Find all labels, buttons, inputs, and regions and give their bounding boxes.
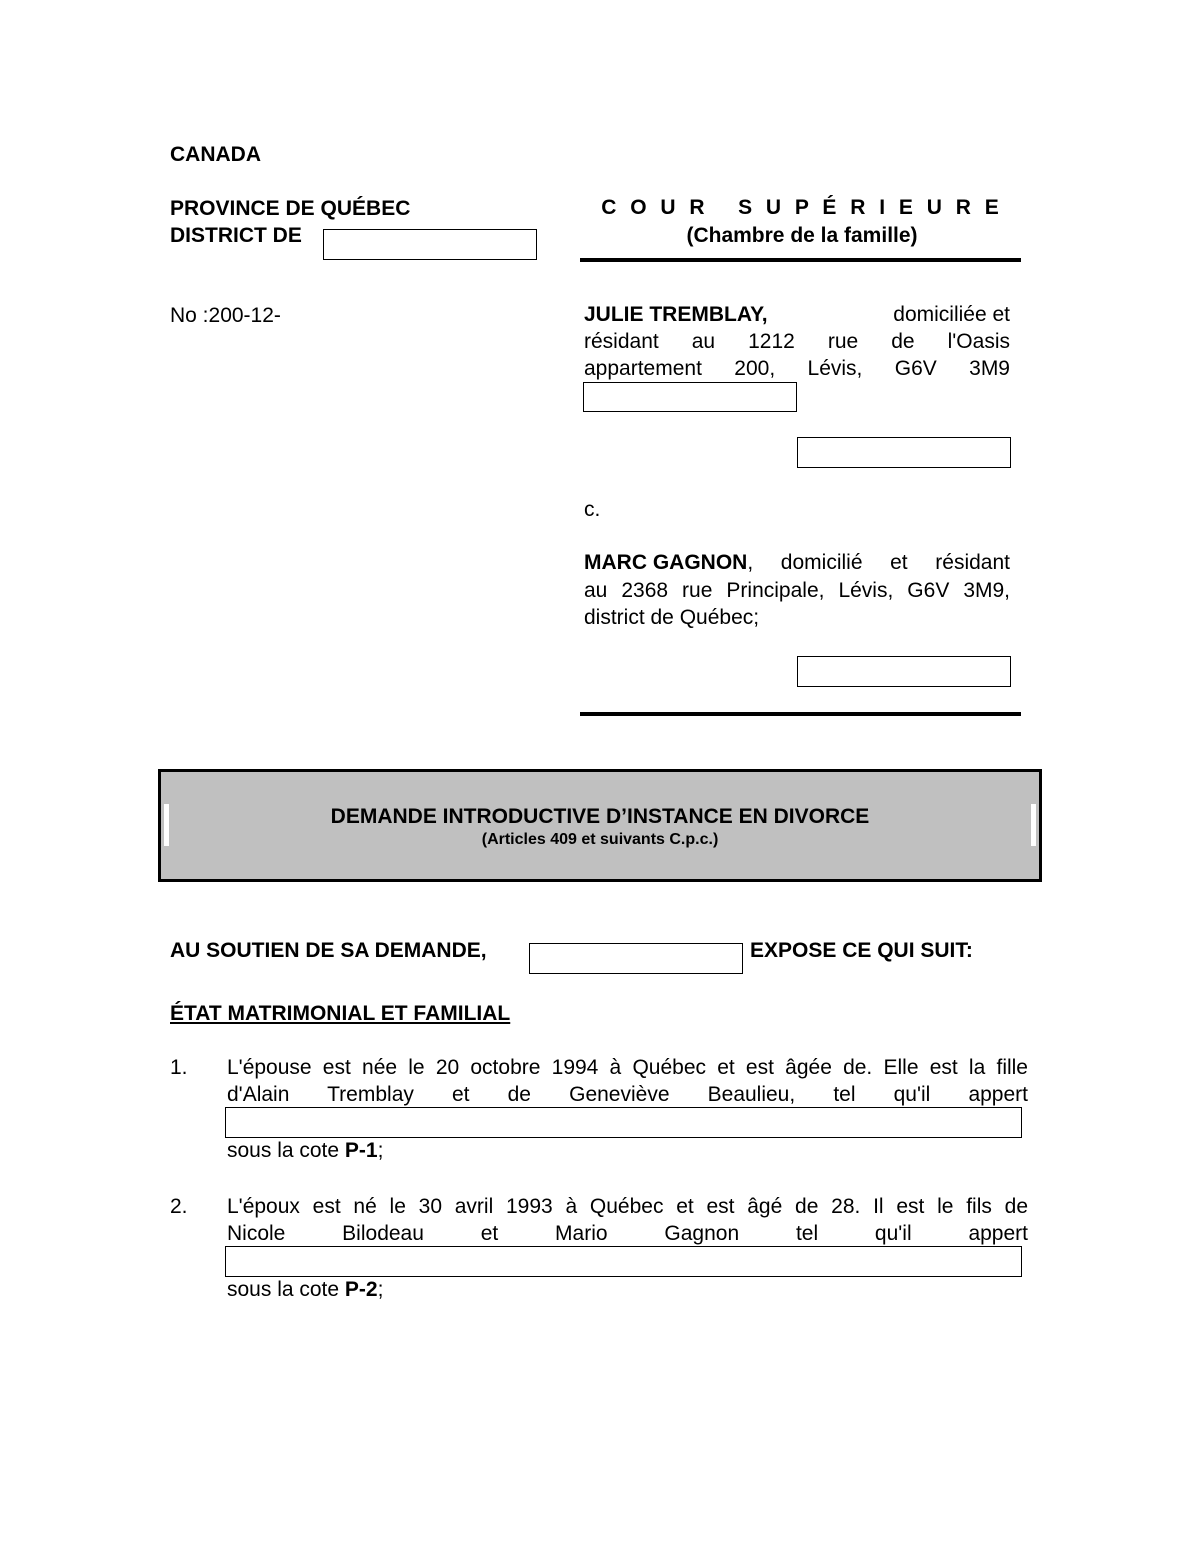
- item-2-line-2: Nicole Bilodeau et Mario Gagnon tel qu'il appert: [227, 1222, 1028, 1245]
- defendant-role-field[interactable]: [797, 656, 1011, 687]
- plaintiff-line-1: [584, 302, 1010, 328]
- case-number: No :200-12-: [170, 304, 281, 327]
- versus-label: c.: [584, 498, 601, 521]
- item-1-number: 1.: [170, 1056, 188, 1079]
- country-label: CANADA: [170, 143, 261, 166]
- plaintiff-name: JULIE TREMBLAY,: [584, 303, 768, 326]
- district-field[interactable]: [323, 229, 537, 260]
- plaintiff-line-2: résidant au 1212 rue de l'Oasis: [584, 330, 1010, 353]
- section-heading: ÉTAT MATRIMONIAL ET FAMILIAL: [170, 1002, 511, 1025]
- item-1-line-1: L'épouse est née le 20 octobre 1994 à Québec et est âgée de. Elle est la fille: [227, 1056, 1028, 1079]
- item-1-cote-ref: P-1: [344, 1139, 378, 1162]
- plaintiff-role-field[interactable]: [797, 437, 1011, 468]
- document-subtitle: (Articles 409 et suivants C.p.c.): [481, 831, 719, 848]
- court-chamber: (Chambre de la famille): [686, 224, 918, 247]
- court-divider-top: [580, 258, 1021, 262]
- intro-right: EXPOSE CE QUI SUIT:: [750, 939, 973, 962]
- item-2-cote-prefix: sous la cote: [227, 1278, 345, 1301]
- item-2-cote: [227, 1277, 383, 1303]
- item-2-line-1: L'époux est né le 30 avril 1993 à Québec et est âgé de 28. Il est le fils de: [227, 1195, 1028, 1218]
- defendant-line-1: [584, 550, 1010, 576]
- item-1-cote-suffix: ;: [377, 1139, 384, 1162]
- defendant-line-3: district de Québec;: [584, 606, 760, 629]
- plaintiff-extra-field[interactable]: [583, 382, 797, 412]
- plaintiff-line-3: appartement 200, Lévis, G6V 3M9: [584, 357, 1010, 380]
- court-title: C O U R S U P É R I E U R E: [601, 196, 1003, 219]
- defendant-text-1: , domicilié et résidant: [747, 551, 1010, 574]
- district-label: DISTRICT DE: [170, 224, 302, 247]
- defendant-line-2: au 2368 rue Principale, Lévis, G6V 3M9,: [584, 579, 1010, 602]
- item-1-cote-prefix: sous la cote: [227, 1139, 345, 1162]
- item-2-cote-suffix: ;: [377, 1278, 384, 1301]
- intro-left: AU SOUTIEN DE SA DEMANDE,: [170, 939, 487, 962]
- title-box: [158, 769, 1042, 882]
- item-2-cote-ref: P-2: [344, 1278, 378, 1301]
- item-2-number: 2.: [170, 1195, 188, 1218]
- item-2-field[interactable]: [225, 1246, 1022, 1277]
- item-1-line-2: d'Alain Tremblay et de Geneviève Beaulieu, tel qu'il appert: [227, 1083, 1028, 1106]
- court-divider-bottom: [580, 712, 1021, 716]
- plaintiff-text-1: domiciliée et: [893, 303, 1010, 326]
- document-title: DEMANDE INTRODUCTIVE D’INSTANCE EN DIVORCE: [330, 805, 870, 828]
- item-1-field[interactable]: [225, 1107, 1022, 1138]
- intro-field[interactable]: [529, 943, 743, 974]
- defendant-name: MARC GAGNON: [584, 551, 748, 574]
- item-1-cote: [227, 1138, 383, 1164]
- province-label: PROVINCE DE QUÉBEC: [170, 197, 411, 220]
